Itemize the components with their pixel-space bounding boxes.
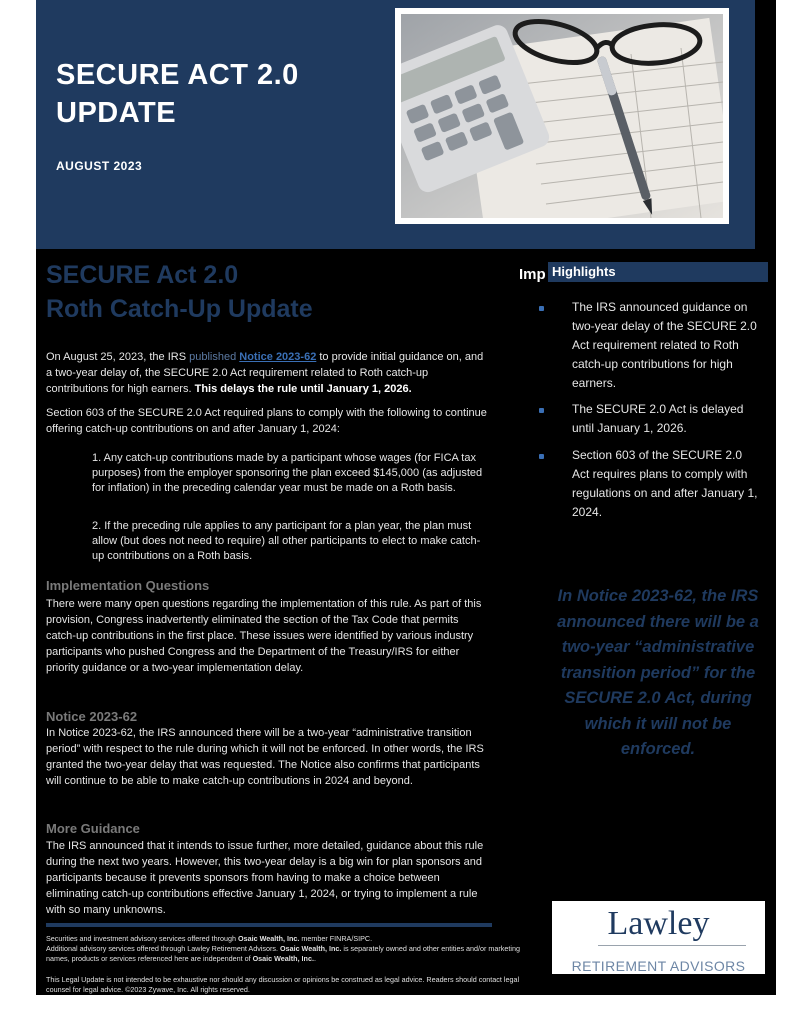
more-guidance-paragraph: The IRS announced that it intends to issue further, more detailed, guidance about this rule during the next two years. However, this two-year delay is a big win for plan sponsors and participants because it prevents sponsors from having to make a choice between eliminating catch-up contributions effective January 1, 2024, or trying to implement a rule with so many unknowns. <box>46 840 484 916</box>
legal-disclaimer: This Legal Update is not intended to be exhaustive nor should any discussion or opinions be construed as legal advice. Readers should contact legal counsel for legal advice. ©2023 Zywave, Inc. All rights reserved. <box>46 975 520 994</box>
firm-name: Osaic Wealth, Inc. <box>238 934 300 943</box>
disclosure-line-2-b: is separately owned and other entities and/or marketing names, products or services referenced here are independent of <box>46 944 520 963</box>
intro-paragraph <box>46 349 491 397</box>
logo-divider <box>598 945 746 946</box>
implementation-paragraph: There were many open questions regarding the implementation of this rule. As part of this provision, Congress inadvertently eliminated the section of the Tax Code that permits catch-up contributions in the first place. These issues were identified by various industry participants who pushed Congress and the Department of the Treasury/IRS for either priority guidance or a two-year implementation delay. <box>46 598 482 674</box>
logo-name: Lawley <box>607 905 710 942</box>
requirement-item-1: 1. Any catch-up contributions made by a participant whose wages (for FICA tax purposes) from the employer sponsoring the plan exceed $145,000 (as adjusted for inflation) in the preceding calendar year must be made on a Roth basis. <box>92 452 483 494</box>
implementation-heading: Implementation Questions <box>46 578 210 593</box>
notice-heading: Notice 2023-62 <box>46 709 138 724</box>
article-title-line1: SECURE Act 2.0 <box>46 261 239 289</box>
more-guidance-heading: More Guidance <box>46 821 140 836</box>
notice-link[interactable]: Notice 2023-62 <box>239 351 317 363</box>
banner-date: AUGUST 2023 <box>56 159 143 173</box>
notice-paragraph: In Notice 2023-62, the IRS announced there will be a two-year “administrative transition period” with respect to the rule during which it will not be enforced. In other words, the IRS granted the two-year delay that was requested. The Notice also confirms that participants will continue to be able to make catch-up contributions in 2024 and beyond. <box>46 727 484 787</box>
intro-text-published: published <box>189 351 240 363</box>
disclosure-line-2 <box>46 944 526 964</box>
footer-divider <box>46 923 492 927</box>
article-title-line2: Roth Catch-Up Update <box>46 295 313 323</box>
section-603-paragraph: Section 603 of the SECURE 2.0 Act required plans to comply with the following to continue offering catch-up contributions on and after January 1, 2024: <box>46 407 487 435</box>
intro-text-bold: This delays the rule until January 1, 2026. <box>194 383 412 395</box>
requirement-item-2: 2. If the preceding rule applies to any participant for a plan year, the plan must allow (but does not need to require) all other participants to elect to make catch-up contributions on a Roth basis. <box>92 520 481 562</box>
disclosure-line-1-a: Securities and investment advisory services offered through <box>46 934 239 943</box>
disclosure-text <box>46 934 526 964</box>
intro-text-before: On August 25, 2023, the IRS <box>46 351 190 363</box>
clipped-heading: Imp <box>519 266 546 283</box>
disclosure-line-1-b: member FINRA/SIPC. <box>299 934 373 943</box>
highlight-bullet-3: Section 603 of the SECURE 2.0 Act requires plans to comply with regulations on and after January 1, 2024. <box>572 448 758 519</box>
disclosure-line-2-c: . <box>313 954 316 963</box>
banner-photo <box>401 14 723 218</box>
intro-text-after: to provide initial guidance on, and a two-year delay of, the SECURE 2.0 Act requirement related to Roth catch-up contributions for high earners. <box>46 351 484 395</box>
firm-name: Osaic Wealth, Inc. <box>279 944 342 953</box>
disclosure-line-2-a: Additional advisory services offered through Lawley Retirement Advisors. <box>46 944 280 953</box>
highlight-bullet-2: The SECURE 2.0 Act is delayed until January 1, 2026. <box>572 402 744 435</box>
article-title <box>46 258 313 326</box>
bullet-marker <box>539 306 544 311</box>
disclosure-line-1 <box>46 934 526 944</box>
banner-title: SECURE ACT 2.0 UPDATE <box>56 59 299 129</box>
bullet-marker <box>539 408 544 413</box>
bullet-marker <box>539 454 544 459</box>
pull-quote: In Notice 2023-62, the IRS announced there will be a two-year “administrative transition period” for the SECURE 2.0 Act, during which it will not be enforced. <box>557 587 759 758</box>
logo-subtitle: RETIREMENT ADVISORS <box>571 958 746 974</box>
calculator-glasses-pen-photo <box>401 14 723 218</box>
highlights-label: Highlights <box>552 264 616 279</box>
firm-name: Osaic Wealth, Inc. <box>252 954 314 963</box>
highlight-bullet-1: The IRS announced guidance on two-year delay of the SECURE 2.0 Act requirement related to Roth catch-up contributions for high earners. <box>572 300 757 390</box>
